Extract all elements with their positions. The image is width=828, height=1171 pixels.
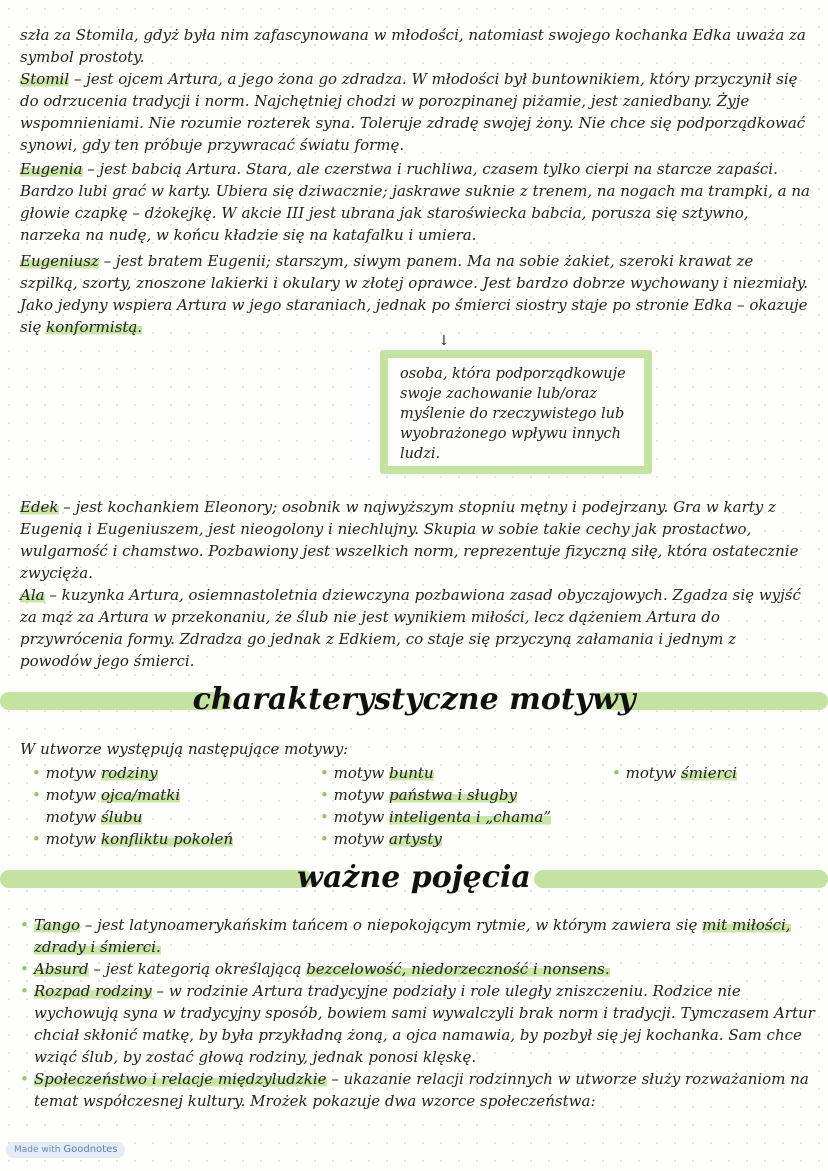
list-item: motyw ślubu <box>45 808 143 826</box>
character-name: Stomil <box>20 70 70 88</box>
list-item: • Rozpad rodziny – w rodzinie Artura tradycyjne podziały i role uległy zniszczeniu. Rodzice nie wychowują syna w tradycyjny sposób, bowiem sami wywalczyli brak norm i tradycji. Tymczasem Artur chciał skłonić matkę, by była przykładną żoną, a ojca namawia, by pozbył się jej kochanka. Sam chce wziąć ślub, by zostać głową rodziny, jednak ponosi klęskę. <box>20 982 815 1066</box>
concepts-list <box>20 914 815 1112</box>
character-description: – jest kochankiem Eleonory; osobnik w najwyższym stopniu mętny i podejrzany. Gra w karty z Eugenią i Eugeniuszem, jest nieogolony i niechlujny. Skupia w sobie takie cechy jak prostactwo, wulgarność i chamstwo. Pozbawiony jest wszelkich norm, reprezentuje fizyczną siłę, która ostatecznie zwycięża. <box>20 498 799 582</box>
motifs-intro: W utworze występują następujące motywy: <box>20 740 349 758</box>
character-name: Eugenia <box>20 160 83 178</box>
character-ala <box>20 584 810 672</box>
character-description: – jest babcią Artura. Stara, ale czerstwa i ruchliwa, czasem tylko cierpi na starcze zapaści. Bardzo lubi grać w karty. Ubiera się dziwacznie; jaskrawe suknie z trenem, na nogach ma trampki, a na głowie czapkę – dżokejkę. W akcie III jest ubrana jak staroświecka babcia, porusza się sztywno, narzeka na nudę, w końcu kładzie się na katafalku i umiera. <box>20 160 810 244</box>
list-item: • Absurd – jest kategorią określającą bezcelowość, niedorzeczność i nonsens. <box>20 960 610 978</box>
character-description: – kuzynka Artura, osiemnastoletnia dziewczyna pozbawiona zasad obyczajowych. Zgadza się wyjść za mąż za Artura w przekonaniu, że ślub nie jest wynikiem miłości, lecz dążeniem Artura do przywrócenia formy. Zdradza go jednak z Edkiem, co staje się przyczyną załamania i jednym z powodów jego śmierci. <box>20 586 801 670</box>
section-banner-concepts <box>0 858 828 898</box>
list-item: • Społeczeństwo i relacje międzyludzkie – ukazanie relacji rodzinnych w utworze służy rozważaniom na temat współczesnej kultury. Mrożek pokazuje dwa wzorce społeczeństwa: <box>20 1070 809 1110</box>
callout-text: osoba, która podporządkowuje swoje zachowanie lub/oraz myślenie do rzeczywistego lub wyobrażonego wpływu innych ludzi. <box>400 366 626 462</box>
character-description: – jest ojcem Artura, a jego żona go zdradza. W młodości był buntownikiem, który przyczynił się do odrzucenia tradycji i norm. Najchętniej chodzi w porozpinanej piżamie, jest zaniedbany. Żyje wspomnieniami. Nie rozumie rozterek syna. Toleruje zdradę swojej żony. Nie chce się podporządkować synowi, gdy ten próbuje przywracać światu formę. <box>20 70 806 154</box>
character-eugenia <box>20 158 810 246</box>
brand-label: Goodnotes <box>63 1144 118 1155</box>
list-item: • motyw artysty <box>320 830 442 848</box>
character-name: Eugeniusz <box>20 252 99 270</box>
section-title: ważne pojęcia <box>297 860 531 895</box>
concept-term: Społeczeństwo i relacje międzyludzkie <box>34 1070 327 1088</box>
concept-term: Tango <box>34 916 81 934</box>
list-item: • motyw rodziny <box>32 764 158 782</box>
conformist-term: konformistą. <box>46 318 143 336</box>
made-with-label: Made with <box>14 1145 61 1155</box>
character-name: Edek <box>20 498 59 516</box>
motifs-list <box>20 738 810 848</box>
character-eugeniusz <box>20 250 810 338</box>
arrow-down-icon: ↓ <box>438 333 450 349</box>
intro-text: szła za Stomila, gdyż była nim zafascynowana w młodości, natomiast swojego kochanka Edka uważa za symbol prostoty. <box>20 26 806 66</box>
goodnotes-badge[interactable] <box>6 1142 125 1158</box>
intro-paragraph <box>20 24 810 68</box>
list-item: • motyw śmierci <box>612 764 737 782</box>
character-name: Ala <box>20 586 45 604</box>
concept-term: Rozpad rodziny <box>34 982 152 1000</box>
section-banner-motifs <box>0 680 828 720</box>
list-item: • motyw inteligenta i „chama” <box>320 808 552 826</box>
character-stomil <box>20 68 810 156</box>
motifs-column-2 <box>320 762 551 850</box>
character-description: – jest bratem Eugenii; starszym, siwym panem. Ma na sobie żakiet, szeroki krawat ze szpilką, szorty, znoszone lakierki i okulary w złotej oprawce. Jest bardzo dobrze wychowany i niezmiały. Jako jedyny wspiera Artura w jego staraniach, jednak po śmierci siostry staje po stronie Edka – okazuje się <box>20 252 809 336</box>
section-title: charakterystyczne motywy <box>192 682 636 717</box>
motifs-column-1 <box>32 762 233 850</box>
list-item: • motyw państwa i sługby <box>320 786 517 804</box>
list-item: • motyw konfliktu pokoleń <box>32 830 234 848</box>
character-edek <box>20 496 810 584</box>
list-item: • motyw buntu <box>320 764 434 782</box>
list-item: • motyw ojca/matki <box>32 786 181 804</box>
concept-term: Absurd <box>34 960 89 978</box>
definition-callout <box>380 350 652 474</box>
list-item: • Tango – jest latynoamerykańskim tańcem o niepokojącym rytmie, w którym zawiera się mit miłości, zdrady i śmierci. <box>20 916 791 956</box>
motifs-column-3 <box>612 762 737 784</box>
